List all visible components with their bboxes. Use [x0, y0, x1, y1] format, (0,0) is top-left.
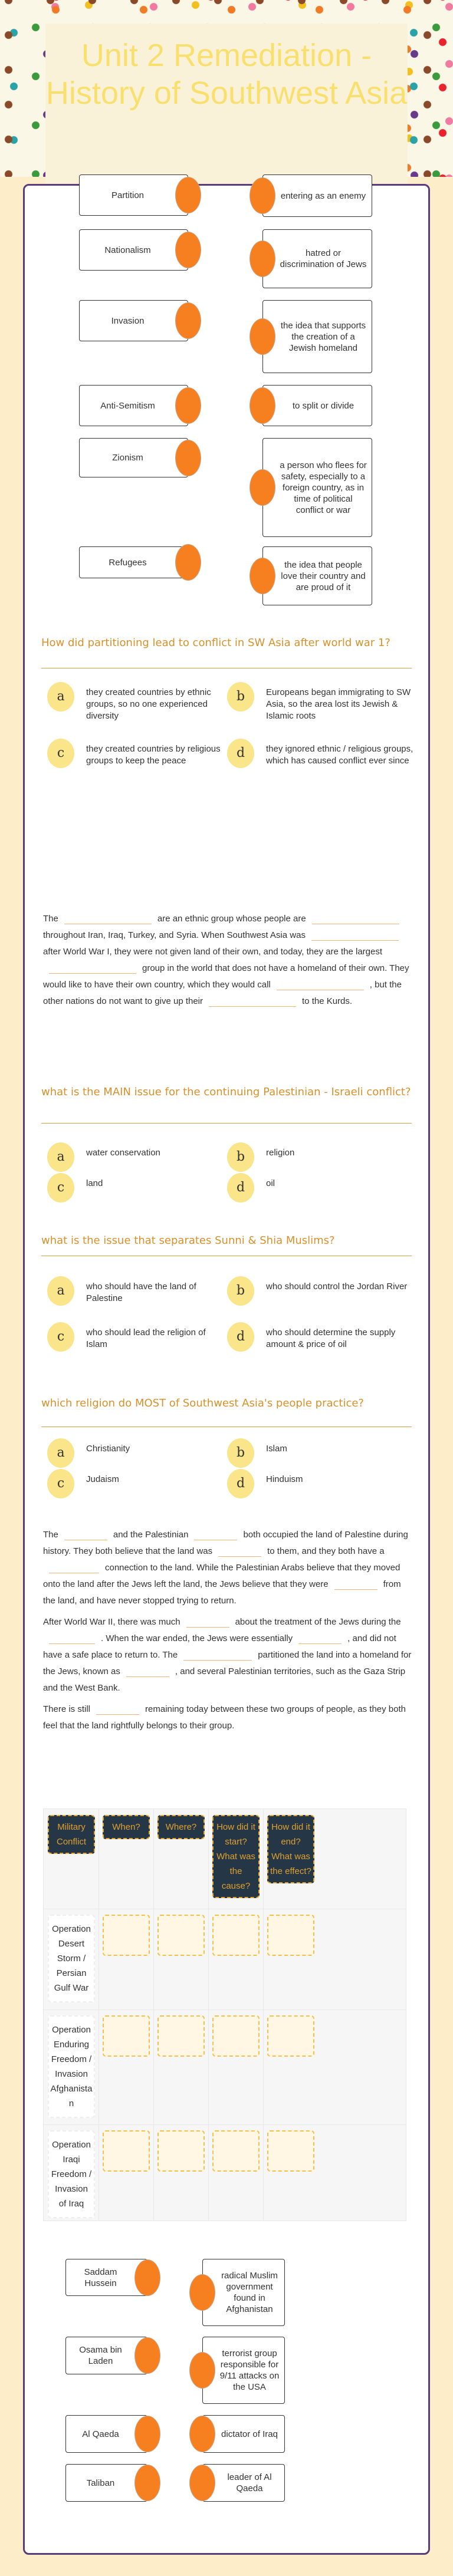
question-prompt: How did partitioning lead to conflict in SW Asia after world war 1? — [41, 637, 390, 649]
palestine-text: from the land, and have never stopped trying to return. — [43, 1579, 401, 1606]
connector-dot[interactable] — [175, 440, 201, 476]
option-text: who should control the Jordan River — [266, 1282, 408, 1292]
connector-dot[interactable] — [250, 387, 275, 424]
option-letter-badge: b — [227, 1142, 254, 1172]
match-left-item[interactable] — [79, 174, 188, 216]
option-text: water conservation — [86, 1148, 160, 1158]
column-header: When? — [103, 1815, 150, 1839]
answer-option[interactable] — [47, 1142, 224, 1172]
match-right-item[interactable] — [262, 546, 372, 605]
kurds-section — [43, 911, 415, 1014]
match-right-item[interactable] — [262, 438, 372, 537]
palestine-text: to them, and they both have a — [267, 1546, 385, 1556]
connector-dot[interactable] — [189, 2352, 215, 2389]
question-prompt: which religion do MOST of Southwest Asia's people practice? — [41, 1397, 364, 1409]
option-text: who should lead the religion of Islam — [86, 1327, 206, 1349]
match-left-label: Refugees — [109, 557, 147, 568]
question-divider — [41, 1123, 412, 1124]
match-left-label: Zionism — [112, 453, 143, 463]
match-right-label: leader of Al Qaeda — [227, 2472, 272, 2493]
match-left-label: Partition — [111, 190, 145, 200]
option-letter-badge: d — [227, 739, 254, 768]
connector-dot[interactable] — [189, 2274, 215, 2311]
option-letter-badge: a — [47, 1438, 74, 1468]
wwii-text: After World War II, there was much — [43, 1617, 180, 1627]
option-letter-badge: c — [47, 1322, 74, 1352]
match-right-label: entering as an enemy — [280, 190, 366, 201]
drop-zone[interactable] — [267, 1915, 314, 1956]
answer-option[interactable] — [227, 1173, 416, 1203]
connector-dot[interactable] — [175, 177, 201, 213]
match-right-item[interactable] — [262, 300, 372, 373]
connector-dot[interactable] — [134, 2416, 160, 2452]
match-left-label: Taliban — [86, 2478, 115, 2488]
kurds-text: are an ethnic group whose people are — [157, 914, 306, 924]
answer-option[interactable] — [227, 1438, 416, 1468]
blank-input[interactable] — [186, 1617, 229, 1628]
option-letter-badge: c — [47, 1469, 74, 1498]
answer-option[interactable] — [47, 682, 224, 722]
answer-option[interactable] — [227, 1322, 416, 1352]
drop-zone[interactable] — [212, 2015, 260, 2057]
match-right-label: a person who flees for safety, especially to a foreign country, as in time of political conflict or war — [280, 460, 367, 515]
palestine-text: both occupied the land of Palestine during history. They both believe that the land was — [43, 1530, 408, 1556]
connector-dot[interactable] — [189, 2416, 215, 2452]
drop-zone[interactable] — [157, 2015, 205, 2057]
answer-option[interactable] — [227, 1142, 416, 1172]
match-right-label: dictator of Iraq — [221, 2429, 278, 2439]
match-right-label: the idea that people love their country and are proud of it — [281, 559, 366, 592]
option-letter-badge: b — [227, 1438, 254, 1468]
column-divider — [263, 1809, 264, 2221]
drop-zone[interactable] — [103, 1915, 150, 1956]
question-prompt: what is the issue that separates Sunni & Shia Muslims? — [41, 1234, 335, 1247]
option-text: Christianity — [86, 1444, 130, 1454]
connector-dot[interactable] — [250, 177, 275, 214]
answer-option[interactable] — [47, 1173, 224, 1203]
option-text: who should have the land of Palestine — [86, 1282, 196, 1303]
palestine-text: connection to the land. While the Palestinian Arabs believe that they moved onto the land after the Jews left the land, the Jews believe that they were — [43, 1563, 401, 1589]
blank-input[interactable] — [334, 1579, 378, 1590]
drop-zone[interactable] — [267, 2015, 314, 2057]
drop-zone[interactable] — [267, 2130, 314, 2172]
drop-zone[interactable] — [157, 2130, 205, 2172]
blank-input[interactable] — [64, 1530, 107, 1540]
match-right-item[interactable] — [262, 385, 372, 426]
match-right-label: hatred or discrimination of Jews — [280, 248, 367, 269]
option-letter-badge: d — [227, 1173, 254, 1203]
option-letter-badge: b — [227, 682, 254, 711]
match-right-item[interactable] — [262, 174, 372, 217]
blank-input[interactable] — [126, 1666, 169, 1677]
match-right-item[interactable] — [262, 229, 372, 288]
wwii-text: , and did not have a safe place to return to. The — [43, 1633, 396, 1660]
palestine-text: and the Palestinian — [113, 1530, 189, 1540]
kurds-text: to the Kurds. — [302, 996, 353, 1006]
match-left-item[interactable] — [79, 300, 188, 341]
palestine-section — [43, 1527, 415, 1739]
option-letter-badge: a — [47, 682, 74, 711]
option-text: Judaism — [86, 1474, 119, 1484]
option-text: land — [86, 1178, 103, 1188]
row-label: Operation Enduring Freedom / Invasion Afghanistan — [48, 2015, 95, 2118]
option-text: who should determine the supply amount & price of oil — [266, 1327, 396, 1349]
match-left-label: Osama bin Laden — [79, 2345, 122, 2366]
column-header: How did it end? What was the effect? — [267, 1815, 314, 1883]
match-left-label: Saddam Hussein — [84, 2267, 117, 2288]
option-letter-badge: b — [227, 1276, 254, 1306]
match-left-label: Invasion — [111, 315, 145, 326]
answer-option[interactable] — [227, 1469, 416, 1498]
option-text: Europeans began immigrating to SW Asia, so the area lost its Jewish & Islamic roots — [266, 687, 411, 721]
answer-option[interactable] — [47, 1276, 224, 1306]
connector-dot[interactable] — [250, 558, 275, 594]
connector-dot[interactable] — [175, 302, 201, 339]
answer-option[interactable] — [227, 739, 416, 768]
match-right-label: radical Muslim government found in Afghanistan — [221, 2271, 278, 2314]
match-right-label: to split or divide — [292, 400, 354, 411]
option-letter-badge: c — [47, 739, 74, 768]
drop-zone[interactable] — [103, 2015, 150, 2057]
match-left-item[interactable] — [79, 229, 188, 271]
match-left-item[interactable] — [79, 385, 188, 426]
wwii-text: , and several Palestinian territories, such as the Gaza Strip and the West Bank. — [43, 1666, 406, 1693]
connector-dot[interactable] — [250, 241, 275, 277]
drop-zone[interactable] — [157, 1915, 205, 1956]
column-divider — [208, 1809, 209, 2221]
page-title: Unit 2 Remediation - History of Southwest Asia — [45, 38, 408, 111]
kurds-text: , but the other nations do not want to give up their — [43, 980, 402, 1006]
blank-input[interactable] — [194, 1530, 237, 1540]
option-text: oil — [266, 1178, 275, 1188]
match-left-label: Anti-Semitism — [100, 400, 155, 411]
option-letter-badge: a — [47, 1276, 74, 1306]
connector-dot[interactable] — [175, 387, 201, 424]
answer-option[interactable] — [47, 1438, 224, 1468]
option-letter-badge: a — [47, 1142, 74, 1172]
column-header: Where? — [157, 1815, 205, 1839]
kurds-text: group in the world that does not have a homeland of their own. They would like to have their own country, which they would call — [43, 963, 409, 990]
connector-dot[interactable] — [175, 544, 201, 581]
blank-input[interactable] — [312, 914, 399, 924]
match-right-label: the idea that supports the creation of a Jewish homeland — [280, 320, 366, 353]
answer-option[interactable] — [227, 682, 416, 722]
option-text: Hinduism — [266, 1474, 303, 1484]
option-text: they created countries by ethnic groups, so no one experienced diversity — [86, 687, 211, 721]
fill-in-paragraph — [43, 1701, 415, 1734]
wwii-text: . When the war ended, the Jews were essentially — [101, 1633, 293, 1643]
drop-zone[interactable] — [212, 2130, 260, 2172]
blank-input[interactable] — [209, 996, 296, 1007]
column-header: Military Conflict — [48, 1815, 95, 1854]
fill-in-paragraph — [43, 1527, 415, 1609]
answer-option[interactable] — [47, 739, 224, 768]
option-text: they created countries by religious groups to keep the peace — [86, 744, 221, 766]
option-text: religion — [266, 1148, 295, 1158]
connector-dot[interactable] — [134, 2465, 160, 2501]
blank-input[interactable] — [49, 963, 136, 974]
connector-dot[interactable] — [134, 2259, 160, 2296]
blank-input[interactable] — [64, 914, 152, 924]
conflict-table — [43, 1809, 406, 2221]
still-text: There is still — [43, 1704, 91, 1714]
connector-dot[interactable] — [189, 2465, 215, 2501]
fill-in-paragraph — [43, 1614, 415, 1697]
wwii-text: about the treatment of the Jews during the — [235, 1617, 401, 1627]
drop-zone[interactable] — [103, 2130, 150, 2172]
kurds-text: throughout Iran, Iraq, Turkey, and Syria. When Southwest Asia was — [43, 930, 306, 940]
blank-input[interactable] — [311, 930, 399, 941]
option-letter-badge: d — [227, 1322, 254, 1352]
match-left-label: Nationalism — [104, 245, 151, 255]
option-text: they ignored ethnic / religious groups, which has caused conflict ever since — [266, 744, 413, 766]
answer-option[interactable] — [47, 1469, 224, 1498]
match-left-item[interactable] — [79, 438, 188, 477]
blank-input[interactable] — [298, 1633, 342, 1644]
palestine-text: The — [43, 1530, 58, 1540]
option-letter-badge: d — [227, 1469, 254, 1498]
blank-input[interactable] — [277, 980, 364, 990]
kurds-text: The — [43, 914, 58, 924]
row-label: Operation Iraqi Freedom / Invasion of Iraq — [48, 2130, 95, 2218]
connector-dot[interactable] — [250, 469, 275, 506]
blank-input[interactable] — [49, 1563, 99, 1573]
connector-dot[interactable] — [134, 2337, 160, 2374]
option-text: Islam — [266, 1444, 287, 1454]
title-banner — [45, 24, 408, 184]
match-right-label: terrorist group responsible for 9/11 attacks on the USA — [219, 2348, 280, 2392]
wwii-text: partitioned the land into a homeland for the Jews, known as — [43, 1650, 412, 1676]
answer-option[interactable] — [47, 1322, 224, 1352]
question-prompt: what is the MAIN issue for the continuing Palestinian - Israeli conflict? — [41, 1086, 411, 1098]
option-letter-badge: c — [47, 1173, 74, 1203]
blank-input[interactable] — [183, 1650, 252, 1661]
still-text: remaining today between these two groups of people, as they both feel that the land rightfully belongs to their group. — [43, 1704, 406, 1731]
fill-in-paragraph — [43, 911, 415, 1010]
column-divider — [153, 1809, 154, 2221]
row-label: Operation Desert Storm / Persian Gulf War — [48, 1915, 95, 2002]
match-left-item[interactable] — [79, 546, 188, 578]
kurds-text: after World War I, they were not given land of their own, and today, they are the largest — [43, 947, 383, 957]
match-left-label: Al Qaeda — [82, 2429, 119, 2439]
column-header: How did it start? What was the cause? — [212, 1815, 260, 1898]
row-divider — [44, 2124, 406, 2125]
blank-input[interactable] — [49, 1633, 95, 1644]
blank-input[interactable] — [218, 1546, 261, 1557]
drop-zone[interactable] — [212, 1915, 260, 1956]
answer-option[interactable] — [227, 1276, 416, 1306]
connector-dot[interactable] — [250, 318, 275, 355]
blank-input[interactable] — [96, 1704, 139, 1715]
connector-dot[interactable] — [175, 232, 201, 268]
